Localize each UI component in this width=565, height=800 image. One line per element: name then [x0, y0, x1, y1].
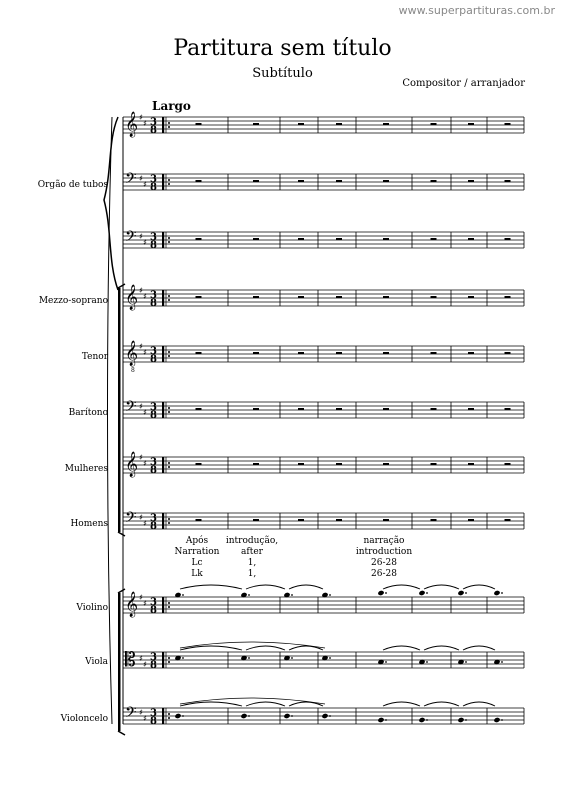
dot [329, 715, 331, 717]
dot [291, 594, 293, 596]
repeat-dot [168, 122, 170, 124]
sharp-sign: ♯ [139, 113, 143, 122]
lyric-syllable: Lc [191, 558, 203, 568]
tie [463, 702, 495, 706]
lyric-syllable: Lk [191, 569, 203, 579]
dot [426, 719, 428, 721]
whole-rest [253, 123, 259, 125]
time-signature-numerator: 3 [150, 232, 157, 243]
whole-rest [505, 123, 511, 125]
whole-rest [431, 352, 437, 354]
whole-rest [468, 296, 474, 298]
sharp-sign: ♯ [139, 402, 143, 411]
dot [465, 661, 467, 663]
whole-rest [383, 296, 389, 298]
repeat-barline-thick [162, 652, 164, 668]
whole-rest [336, 519, 342, 521]
dot [248, 657, 250, 659]
whole-rest [298, 238, 304, 240]
tie [383, 702, 420, 706]
dot [182, 594, 184, 596]
time-signature-denominator: 8 [150, 298, 157, 309]
note-head [457, 717, 464, 723]
whole-rest [468, 519, 474, 521]
time-signature-numerator: 3 [150, 346, 157, 357]
repeat-dot [168, 411, 170, 413]
whole-rest [431, 180, 437, 182]
whole-rest [253, 519, 259, 521]
instrument-label-baritone: Barítono [68, 408, 108, 418]
lyric-syllable: 1, [247, 569, 257, 579]
repeat-barline-thick [162, 708, 164, 724]
strings-bracket [118, 593, 121, 731]
tempo-marking: Largo [152, 99, 191, 113]
repeat-barline-thick [162, 597, 164, 613]
dot [248, 715, 250, 717]
time-signature-numerator: 3 [150, 597, 157, 608]
sharp-sign: ♯ [139, 174, 143, 183]
whole-rest [505, 238, 511, 240]
note-head [493, 590, 500, 596]
whole-rest [298, 408, 304, 410]
choir-bracket [118, 288, 121, 532]
sharp-sign: ♯ [143, 292, 147, 301]
bass-clef: 𝄢 [125, 509, 137, 530]
sharp-sign: ♯ [139, 593, 143, 602]
whole-rest [336, 238, 342, 240]
whole-rest [505, 408, 511, 410]
tie [246, 702, 285, 706]
lyric-syllable: after [241, 547, 263, 557]
sharp-sign: ♯ [143, 238, 147, 247]
repeat-dot [168, 717, 170, 719]
dot [385, 661, 387, 663]
repeat-dot [168, 351, 170, 353]
dot [248, 594, 250, 596]
repeat-dot [168, 522, 170, 524]
lyric-syllable: Após [185, 536, 209, 546]
instrument-label-mezzo: Mezzo-soprano [38, 296, 108, 306]
tie [383, 646, 420, 650]
note-head [377, 590, 384, 596]
repeat-dot [168, 295, 170, 297]
treble-clef: 𝄞 [125, 285, 139, 310]
treble-clef: 𝄞 [125, 452, 139, 477]
lyric-syllable: introdução, [225, 536, 279, 546]
bracket-hook [118, 532, 125, 536]
dot [291, 715, 293, 717]
treble-clef: 𝄞 [125, 592, 139, 617]
instrument-label-tenor: Tenor [81, 352, 108, 362]
whole-rest [298, 296, 304, 298]
whole-rest [196, 352, 202, 354]
slur [180, 642, 325, 648]
repeat-dot [168, 299, 170, 301]
whole-rest [468, 123, 474, 125]
note-head [418, 590, 425, 596]
whole-rest [253, 408, 259, 410]
whole-rest [468, 408, 474, 410]
dot [465, 592, 467, 594]
time-signature-numerator: 3 [150, 457, 157, 468]
whole-rest [336, 463, 342, 465]
sharp-sign: ♯ [143, 599, 147, 608]
bass-clef: 𝄢 [125, 704, 137, 725]
lyric-syllable: narração [363, 536, 405, 546]
tie [424, 702, 459, 706]
lyric-syllable: Narration [174, 547, 220, 557]
whole-rest [383, 519, 389, 521]
whole-rest [505, 296, 511, 298]
repeat-dot [168, 407, 170, 409]
whole-rest [298, 123, 304, 125]
whole-rest [383, 123, 389, 125]
treble-clef: 𝄞 [125, 341, 139, 366]
note-head [283, 713, 290, 719]
whole-rest [431, 408, 437, 410]
repeat-dot [168, 183, 170, 185]
tie [463, 646, 495, 650]
tie [383, 585, 420, 589]
note-head [321, 713, 328, 719]
time-signature-denominator: 8 [150, 521, 157, 532]
repeat-dot [168, 462, 170, 464]
repeat-barline-thick [162, 174, 164, 190]
instrument-label-cello: Violoncelo [60, 714, 108, 724]
dot [329, 594, 331, 596]
watermark[interactable]: www.superpartituras.com.br [398, 4, 555, 17]
whole-rest [431, 463, 437, 465]
repeat-barline-thick [162, 117, 164, 133]
whole-rest [505, 463, 511, 465]
treble-clef: 𝄞 [125, 112, 139, 137]
whole-rest [468, 352, 474, 354]
instrument-label-men: Homens [70, 519, 108, 529]
alto-clef: 𝄡 [125, 649, 136, 671]
whole-rest [196, 123, 202, 125]
tie [180, 585, 242, 589]
sharp-sign: ♯ [143, 180, 147, 189]
whole-rest [196, 519, 202, 521]
whole-rest [383, 408, 389, 410]
whole-rest [431, 519, 437, 521]
whole-rest [468, 463, 474, 465]
lyric-syllable: 1, [247, 558, 257, 568]
whole-rest [383, 463, 389, 465]
time-signature-numerator: 3 [150, 402, 157, 413]
whole-rest [253, 238, 259, 240]
time-signature-denominator: 8 [150, 125, 157, 136]
whole-rest [196, 463, 202, 465]
note-head [240, 713, 247, 719]
repeat-barline-thick [162, 402, 164, 418]
whole-rest [431, 296, 437, 298]
time-signature-numerator: 3 [150, 117, 157, 128]
time-signature-denominator: 8 [150, 240, 157, 251]
score-subtitle: Subtítulo [252, 66, 313, 81]
whole-rest [336, 408, 342, 410]
repeat-dot [168, 241, 170, 243]
whole-rest [431, 238, 437, 240]
whole-rest [298, 180, 304, 182]
sharp-sign: ♯ [143, 408, 147, 417]
whole-rest [253, 180, 259, 182]
instrument-label-women: Mulheres [64, 464, 108, 474]
whole-rest [505, 519, 511, 521]
time-signature-numerator: 3 [150, 513, 157, 524]
dot [385, 719, 387, 721]
repeat-barline-thick [162, 513, 164, 529]
time-signature-denominator: 8 [150, 182, 157, 193]
repeat-dot [168, 237, 170, 239]
sharp-sign: ♯ [143, 119, 147, 128]
sharp-sign: ♯ [143, 348, 147, 357]
score-title: Partitura sem título [173, 36, 392, 61]
dot [501, 661, 503, 663]
whole-rest [383, 180, 389, 182]
dot [501, 592, 503, 594]
tie [463, 585, 495, 589]
dot [385, 592, 387, 594]
note-head [457, 590, 464, 596]
dot [501, 719, 503, 721]
whole-rest [468, 238, 474, 240]
repeat-dot [168, 661, 170, 663]
whole-rest [196, 408, 202, 410]
sharp-sign: ♯ [139, 708, 143, 717]
repeat-barline-thick [162, 346, 164, 362]
system-brace [108, 117, 113, 724]
time-signature-denominator: 8 [150, 716, 157, 727]
repeat-dot [168, 355, 170, 357]
sharp-sign: ♯ [143, 714, 147, 723]
repeat-barline-thick [162, 232, 164, 248]
time-signature-denominator: 8 [150, 410, 157, 421]
note-head [493, 717, 500, 723]
note-head [377, 717, 384, 723]
time-signature-numerator: 3 [150, 708, 157, 719]
whole-rest [336, 123, 342, 125]
repeat-dot [168, 606, 170, 608]
note-head [174, 713, 181, 719]
whole-rest [431, 123, 437, 125]
bracket-hook [118, 731, 125, 735]
bass-clef: 𝄢 [125, 398, 137, 419]
whole-rest [298, 352, 304, 354]
lyric-syllable: introduction [355, 547, 413, 557]
whole-rest [196, 180, 202, 182]
lyric-syllable: 26-28 [371, 558, 397, 568]
time-signature-denominator: 8 [150, 354, 157, 365]
dot [329, 657, 331, 659]
slur [180, 698, 325, 704]
whole-rest [383, 238, 389, 240]
time-signature-numerator: 3 [150, 290, 157, 301]
dot [426, 592, 428, 594]
lyric-syllable: 26-28 [371, 569, 397, 579]
repeat-dot [168, 657, 170, 659]
tie [246, 646, 285, 650]
time-signature-numerator: 3 [150, 174, 157, 185]
whole-rest [383, 352, 389, 354]
repeat-dot [168, 713, 170, 715]
whole-rest [196, 296, 202, 298]
dot [465, 719, 467, 721]
whole-rest [468, 180, 474, 182]
repeat-dot [168, 466, 170, 468]
bass-clef: 𝄢 [125, 228, 137, 249]
bracket-hook [118, 284, 125, 288]
octave-marker: 8 [131, 367, 135, 374]
repeat-dot [168, 602, 170, 604]
whole-rest [253, 352, 259, 354]
sharp-sign: ♯ [139, 342, 143, 351]
repeat-dot [168, 518, 170, 520]
instrument-label-viola: Viola [85, 657, 108, 667]
time-signature-numerator: 3 [150, 652, 157, 663]
tie [289, 585, 323, 589]
repeat-dot [168, 179, 170, 181]
whole-rest [298, 519, 304, 521]
time-signature-denominator: 8 [150, 605, 157, 616]
sharp-sign: ♯ [143, 660, 147, 669]
sharp-sign: ♯ [139, 513, 143, 522]
tie [424, 646, 459, 650]
whole-rest [336, 352, 342, 354]
sharp-sign: ♯ [139, 232, 143, 241]
whole-rest [505, 180, 511, 182]
dot [182, 657, 184, 659]
whole-rest [336, 296, 342, 298]
tie [424, 585, 459, 589]
repeat-barline-thick [162, 457, 164, 473]
instrument-label-violin: Violino [76, 603, 108, 613]
composer-credit: Compositor / arranjador [402, 78, 525, 89]
sharp-sign: ♯ [139, 286, 143, 295]
whole-rest [505, 352, 511, 354]
dot [182, 715, 184, 717]
dot [291, 657, 293, 659]
whole-rest [336, 180, 342, 182]
bass-clef: 𝄢 [125, 170, 137, 191]
repeat-barline-thick [162, 290, 164, 306]
sharp-sign: ♯ [139, 654, 143, 663]
sharp-sign: ♯ [139, 453, 143, 462]
dot [426, 661, 428, 663]
whole-rest [253, 463, 259, 465]
whole-rest [298, 463, 304, 465]
repeat-dot [168, 126, 170, 128]
instrument-label-organ: Orgão de tubos [37, 180, 108, 190]
bracket-hook [118, 589, 125, 593]
time-signature-denominator: 8 [150, 660, 157, 671]
sharp-sign: ♯ [143, 459, 147, 468]
whole-rest [253, 296, 259, 298]
note-head [418, 717, 425, 723]
whole-rest [196, 238, 202, 240]
tie [246, 585, 285, 589]
sharp-sign: ♯ [143, 519, 147, 528]
time-signature-denominator: 8 [150, 465, 157, 476]
